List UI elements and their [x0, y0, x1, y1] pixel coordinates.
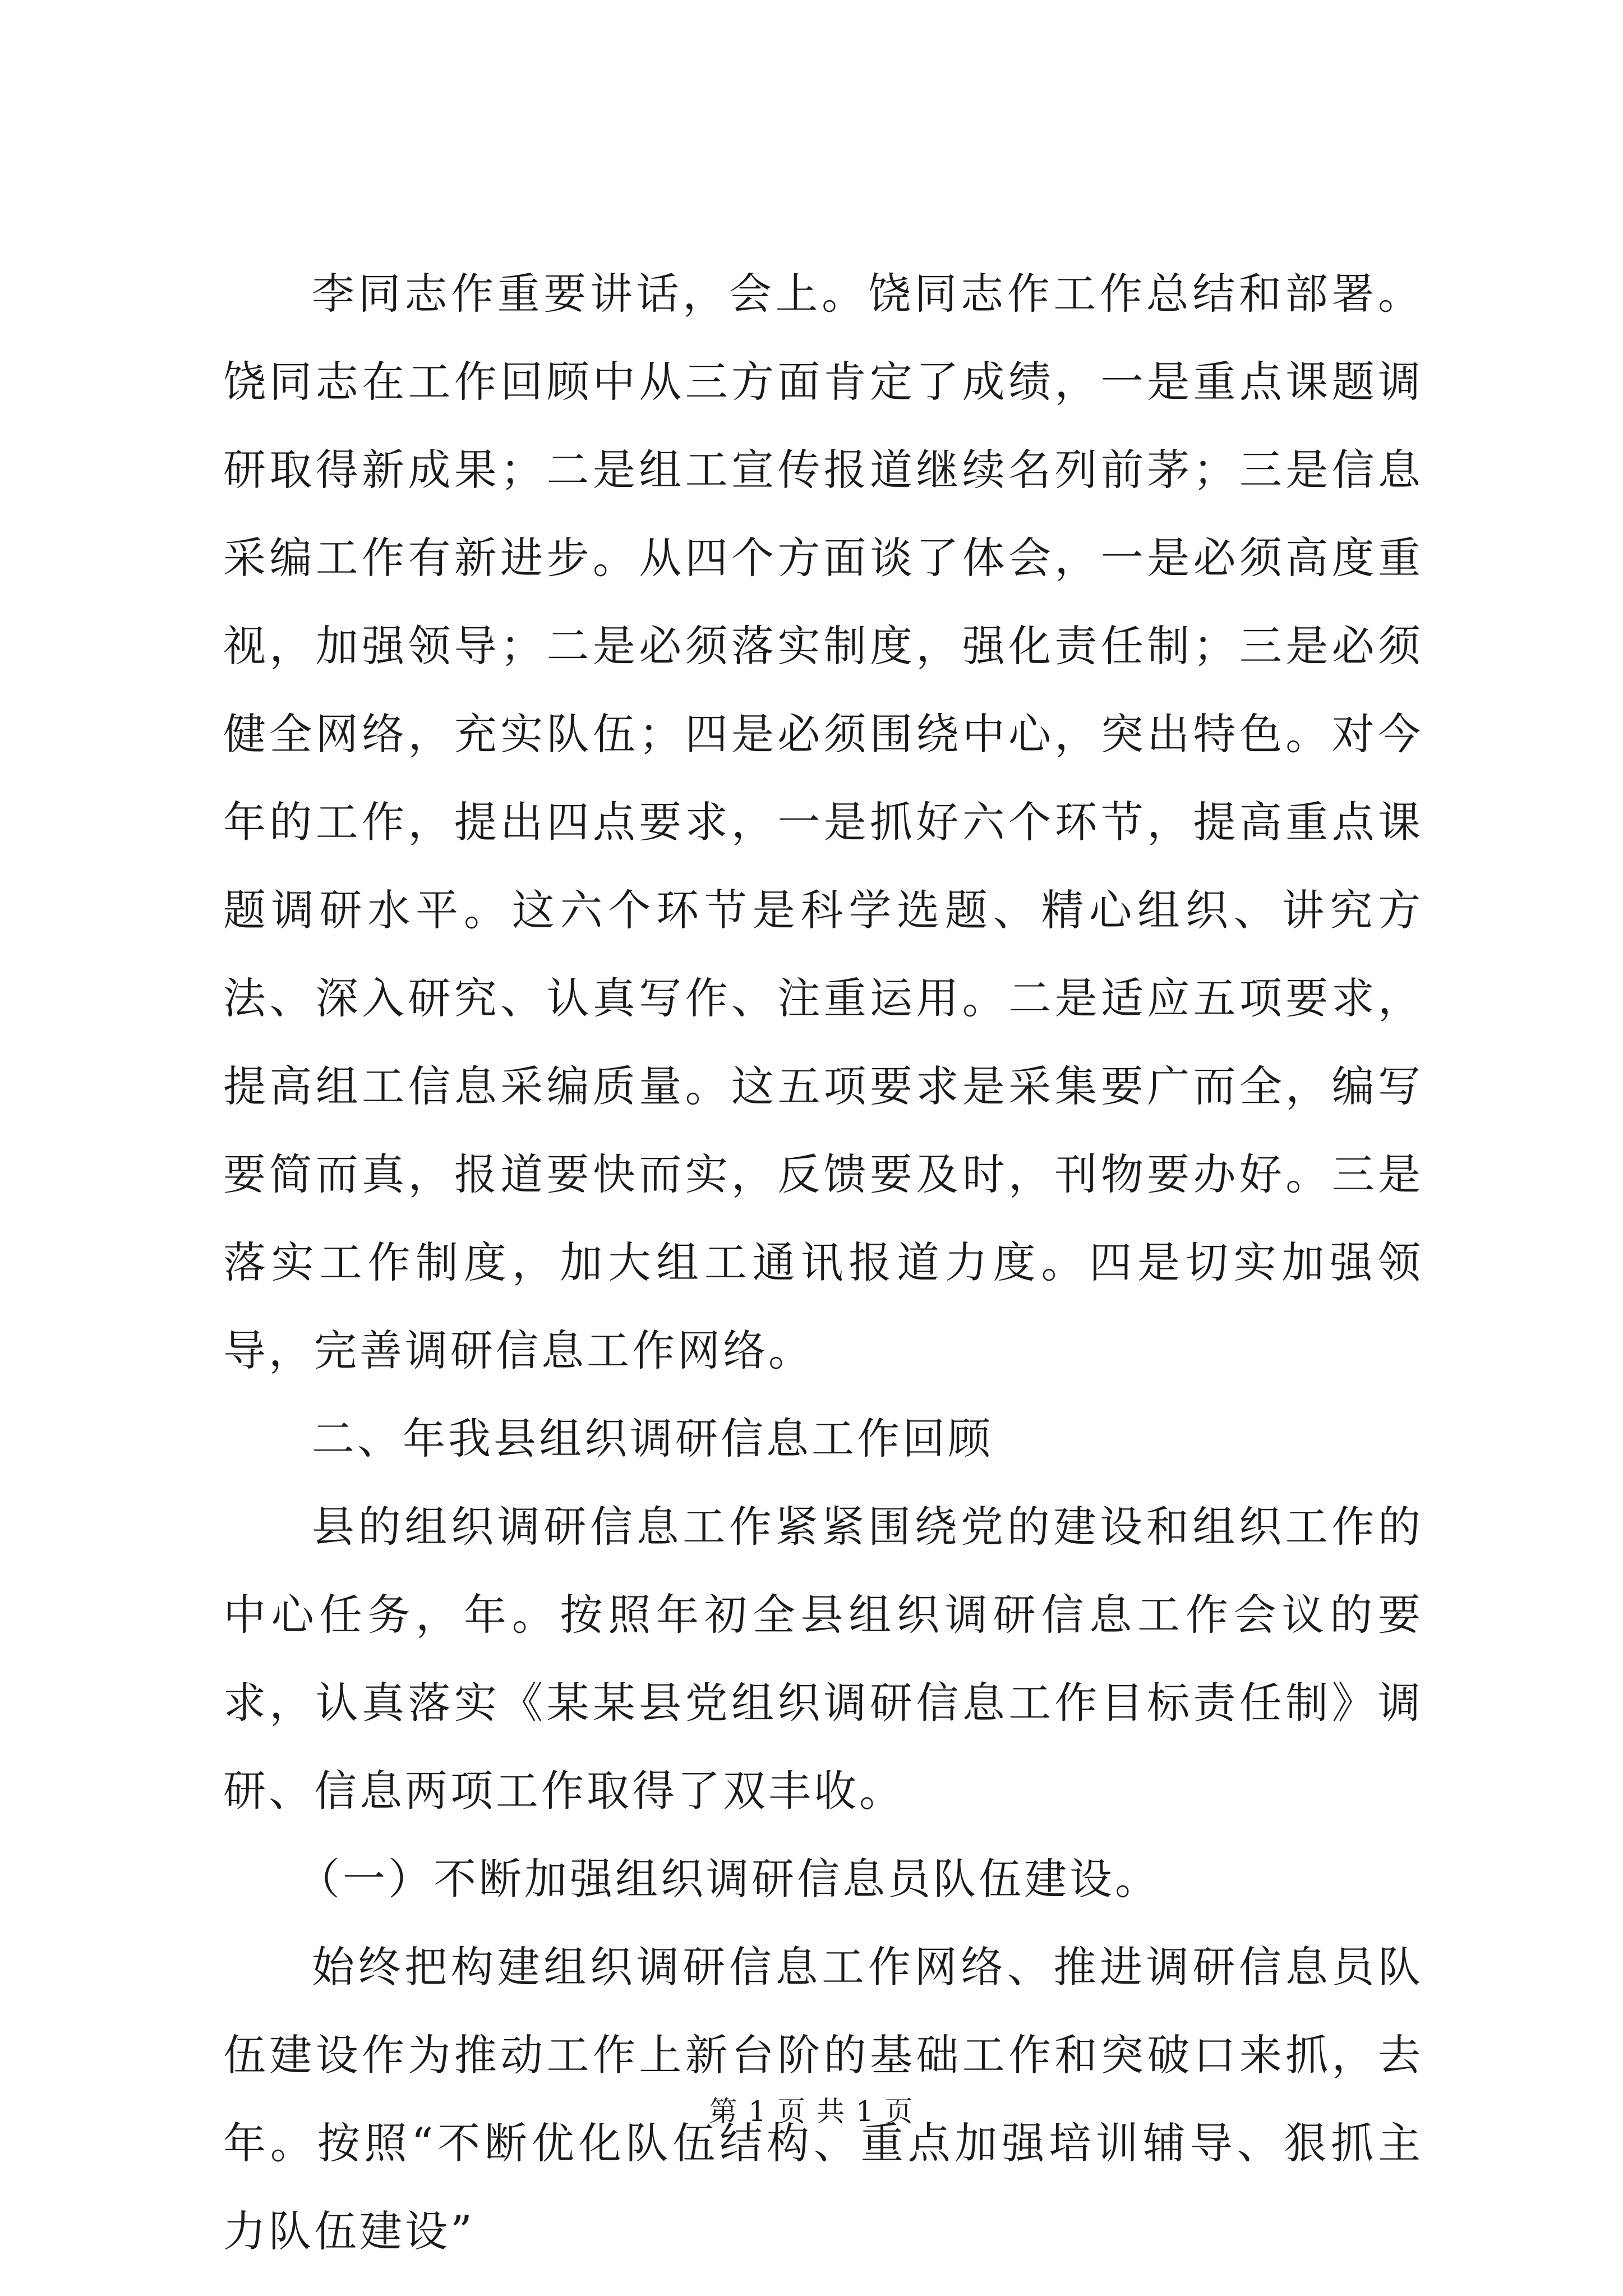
paragraph-review-intro: 县的组织调研信息工作紧紧围绕党的建设和组织工作的中心任务，年。按照年初全县组织调研信息工作会议的要求，认真落实《某某县党组织调研信息工作目标责任制》调研、信息两项工作取得了双丰收。	[223, 1502, 1423, 1816]
subsection-heading-team-building: （一）不断加强组织调研信息员队伍建设。	[297, 1854, 1160, 1904]
paragraph-team-building: 始终把构建组织调研信息工作网络、推进调研信息员队伍建设作为推动工作上新台阶的基础工作和突破口来抓，去年。按照“不断优化队伍结构、重点加强培训辅导、狠抓主力队伍建设”	[223, 1942, 1423, 2256]
page-footer: 第 1 页 共 1 页	[709, 2095, 914, 2128]
document-body	[223, 250, 1423, 2275]
paragraph-meeting-summary: 李同志作重要讲话，会上。饶同志作工作总结和部署。饶同志在工作回顾中从三方面肯定了成绩，一是重点课题调研取得新成果；二是组工宣传报道继续名列前茅；三是信息采编工作有新进步。从四个方面谈了体会，一是必须高度重视，加强领导；二是必须落实制度，强化责任制；三是必须健全网络，充实队伍；四是必须围绕中心，突出特色。对今年的工作，提出四点要求，一是抓好六个环节，提高重点课题调研水平。这六个环节是科学选题、精心组织、讲究方法、深入研究、认真写作、注重运用。二是适应五项要求，提高组工信息采编质量。这五项要求是采集要广而全，编写要简而真，报道要快而实，反馈要及时，刊物要办好。三是落实工作制度，加大组工通讯报道力度。四是切实加强领导，完善调研信息工作网络。	[223, 269, 1423, 1375]
section-heading-review: 二、年我县组织调研信息工作回顾	[312, 1414, 993, 1464]
